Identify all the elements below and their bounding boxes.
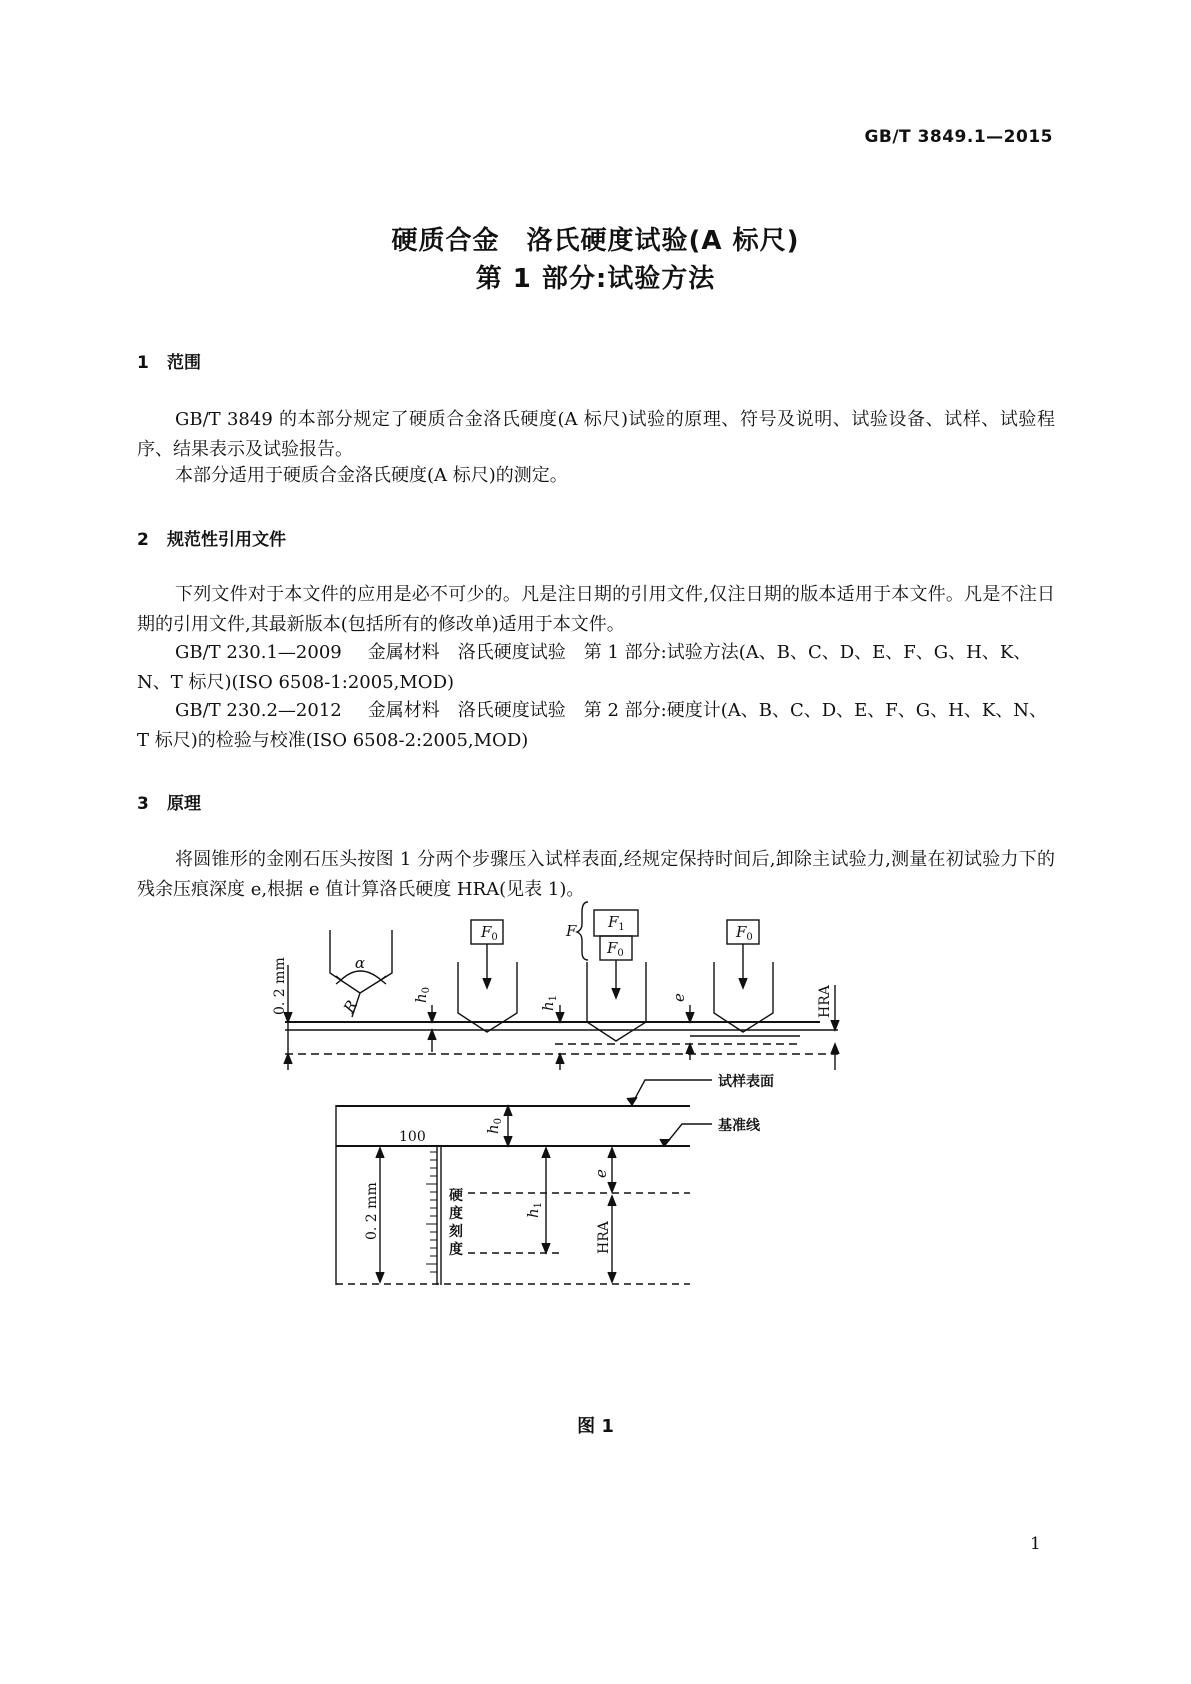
document-subtitle: 第 1 部分:试验方法 <box>475 264 716 294</box>
hra-top-label: HRA <box>817 985 833 1018</box>
h1-lower-label: $h_1$ <box>524 1201 544 1218</box>
e-lower-label: e <box>592 1169 610 1178</box>
normative-reference-2: GB/T 230.2—2012 金属材料 洛氏硬度试验 第 2 部分:硬度计(A、B、C、D、E、F、G、H、K、N、T 标尺)的检验与校准(ISO 6508-2:2005,MOD) <box>137 700 1048 751</box>
scale-100-label: 100 <box>399 1129 426 1145</box>
section-2-paragraph-1: 下列文件对于本文件的应用是必不可少的。凡是注日期的引用文件,仅注日期的版本适用于本文件。凡是不注日期的引用文件,其最新版本(包括所有的修改单)适用于本文件。 <box>137 584 1055 635</box>
hardness-scale-char-1: 硬 <box>449 1188 463 1204</box>
f-label: F <box>566 922 577 940</box>
f0-label-3: $F_0$ <box>736 923 753 943</box>
standard-number: GB/T 3849.1—2015 <box>864 127 1053 147</box>
e-label: e <box>670 993 688 1002</box>
hra-lower-label: HRA <box>596 1221 612 1254</box>
f0-label-2: $F_0$ <box>607 939 624 959</box>
section-1-paragraph-2: 本部分适用于硬质合金洛氏硬度(A 标尺)的测定。 <box>175 465 568 486</box>
hardness-scale-char-2: 度 <box>449 1206 463 1222</box>
depth-lower-label: 0. 2 mm <box>364 1182 380 1240</box>
depth-top-label: 0. 2 mm <box>272 957 288 1015</box>
hardness-scale-char-4: 度 <box>449 1242 463 1258</box>
section-1-heading: 1 范围 <box>137 353 201 373</box>
specimen-surface-label: 试样表面 <box>718 1074 774 1090</box>
f0-label-1: $F_0$ <box>481 923 498 943</box>
figure-caption: 图 1 <box>577 1416 614 1437</box>
radius-label: R <box>339 997 362 1016</box>
document-title: 硬质合金 洛氏硬度试验(A 标尺) <box>391 226 800 256</box>
section-1-paragraph-1: GB/T 3849 的本部分规定了硬质合金洛氏硬度(A 标尺)试验的原理、符号及说明、试验设备、试样、试验程序、结果表示及试验报告。 <box>137 409 1055 460</box>
page-number: 1 <box>1030 1534 1041 1554</box>
alpha-label: α <box>354 954 366 972</box>
hardness-scale-char-3: 刻 <box>449 1224 463 1240</box>
section-3-paragraph-1: 将圆锥形的金刚石压头按图 1 分两个步骤压入试样表面,经规定保持时间后,卸除主试验力,测量在初试验力下的残余压痕深度 e,根据 e 值计算洛氏硬度 HRA(见表 1)。 <box>137 849 1055 900</box>
normative-reference-1: GB/T 230.1—2009 金属材料 洛氏硬度试验 第 1 部分:试验方法(A、B、C、D、E、F、G、H、K、N、T 标尺)(ISO 6508-1:2005,MOD) <box>137 642 1032 693</box>
baseline-label: 基准线 <box>718 1118 760 1134</box>
h1-label: $h_1$ <box>539 994 559 1011</box>
h0-lower-label: $h_0$ <box>484 1117 504 1134</box>
h0-label: $h_0$ <box>412 986 432 1003</box>
section-2-heading: 2 规范性引用文件 <box>137 530 286 550</box>
f1-label: $F_1$ <box>608 913 625 933</box>
section-3-heading: 3 原理 <box>137 794 201 814</box>
